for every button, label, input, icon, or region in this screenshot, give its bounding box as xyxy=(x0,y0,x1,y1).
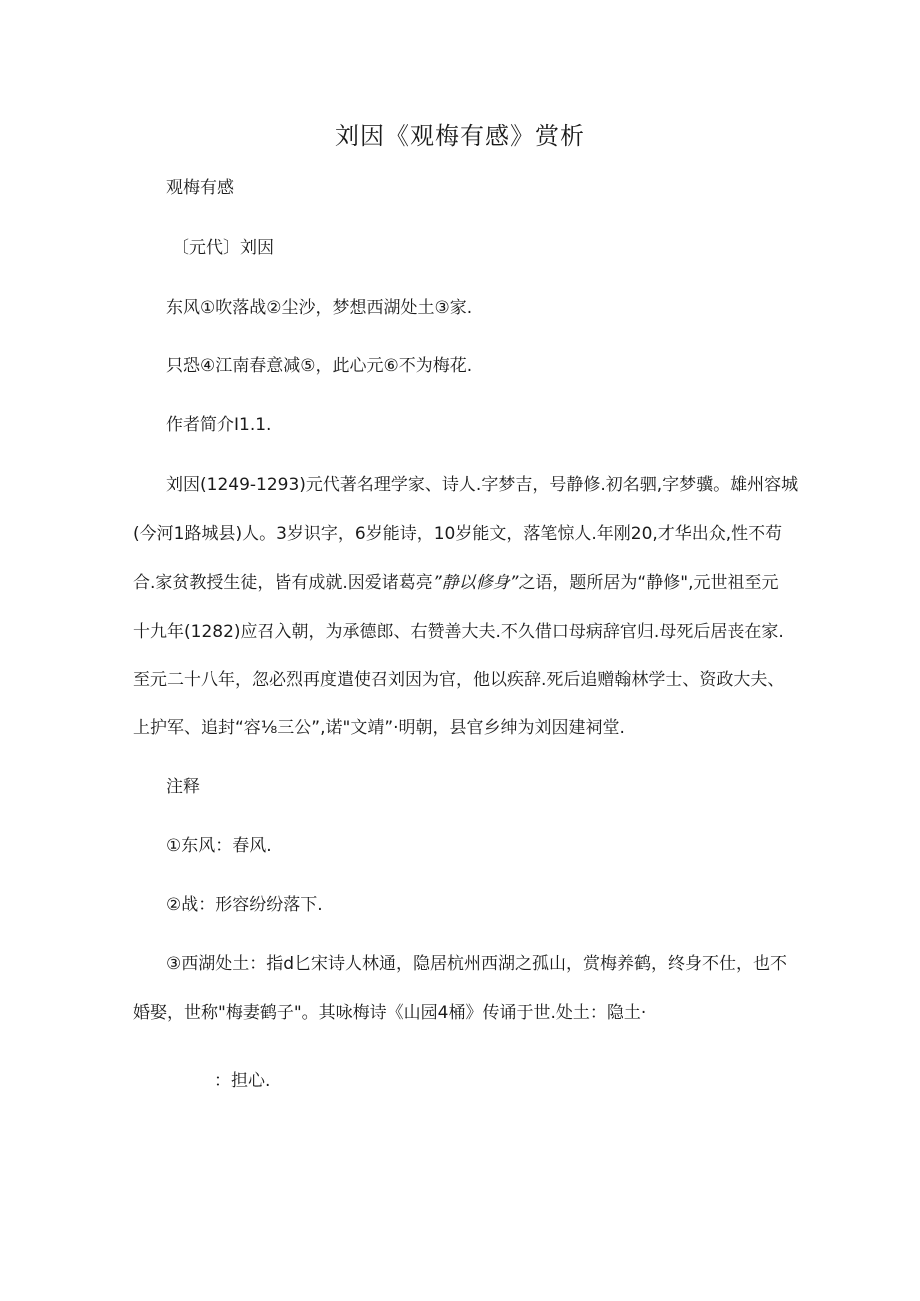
page-title: 刘因《观梅有感》赏析 xyxy=(335,122,585,150)
bio-line-5: 至元二十八年，忽必烈再度遣使召刘因为官，他以疾辞.死后追赠翰林学士、资政大夫、 xyxy=(133,670,785,690)
bio-line-3-part-1: 合.家贫教授生徒，皆有成就.因爱诸葛亮 xyxy=(133,573,433,593)
note-item-4: ：担心. xyxy=(214,1071,271,1091)
bio-line-1: 刘因(1249-1293)元代著名理学家、诗人.字梦吉，号静修.初名驷,字梦骥。雄州容城 xyxy=(166,475,799,495)
poem-author: 〔元代〕刘因 xyxy=(172,238,274,258)
note-item-3-cont: 婚娶，世称"梅妻鹤子"。其咏梅诗《山园4桶》传诵于世.处土：隐土· xyxy=(133,1003,647,1023)
note-item-2: ②战：形容纷纷落下. xyxy=(166,895,323,915)
note-item-1: ①东风：春风. xyxy=(166,836,272,856)
bio-line-6: 上护军、追封“容⅛三公”,诺"文靖”·明朝，县官乡绅为刘因建祠堂. xyxy=(133,718,625,738)
bio-heading: 作者简介I1.1. xyxy=(166,415,272,435)
bio-line-3-part-2: 之语，题所居为“静修",元世祖至元 xyxy=(518,573,779,593)
bio-line-4: 十九年(1282)应召入朝，为承德郎、右赞善大夫.不久借口母病辞官归.母死后居丧在家. xyxy=(133,622,784,642)
poem-name: 观梅有感 xyxy=(166,178,234,198)
note-item-3: ③西湖处土：指d匕宋诗人林通，隐居杭州西湖之孤山，赏梅养鹤，终身不仕，也不 xyxy=(166,954,788,974)
poem-line-2: 只恐④江南春意减⑤，此心元⑥不为梅花. xyxy=(166,356,473,376)
bio-quote-jingyi-xiushen: ”静以修身” xyxy=(432,573,519,593)
poem-line-1: 东风①吹落战②尘沙，梦想西湖处土③家. xyxy=(166,298,473,318)
notes-heading: 注释 xyxy=(166,777,200,797)
bio-line-2: (今河1路城县)人。3岁识字，6岁能诗，10岁能文，落笔惊人.年刚20,才华出众,性不苟 xyxy=(133,524,783,544)
bio-line-3 xyxy=(133,571,778,595)
